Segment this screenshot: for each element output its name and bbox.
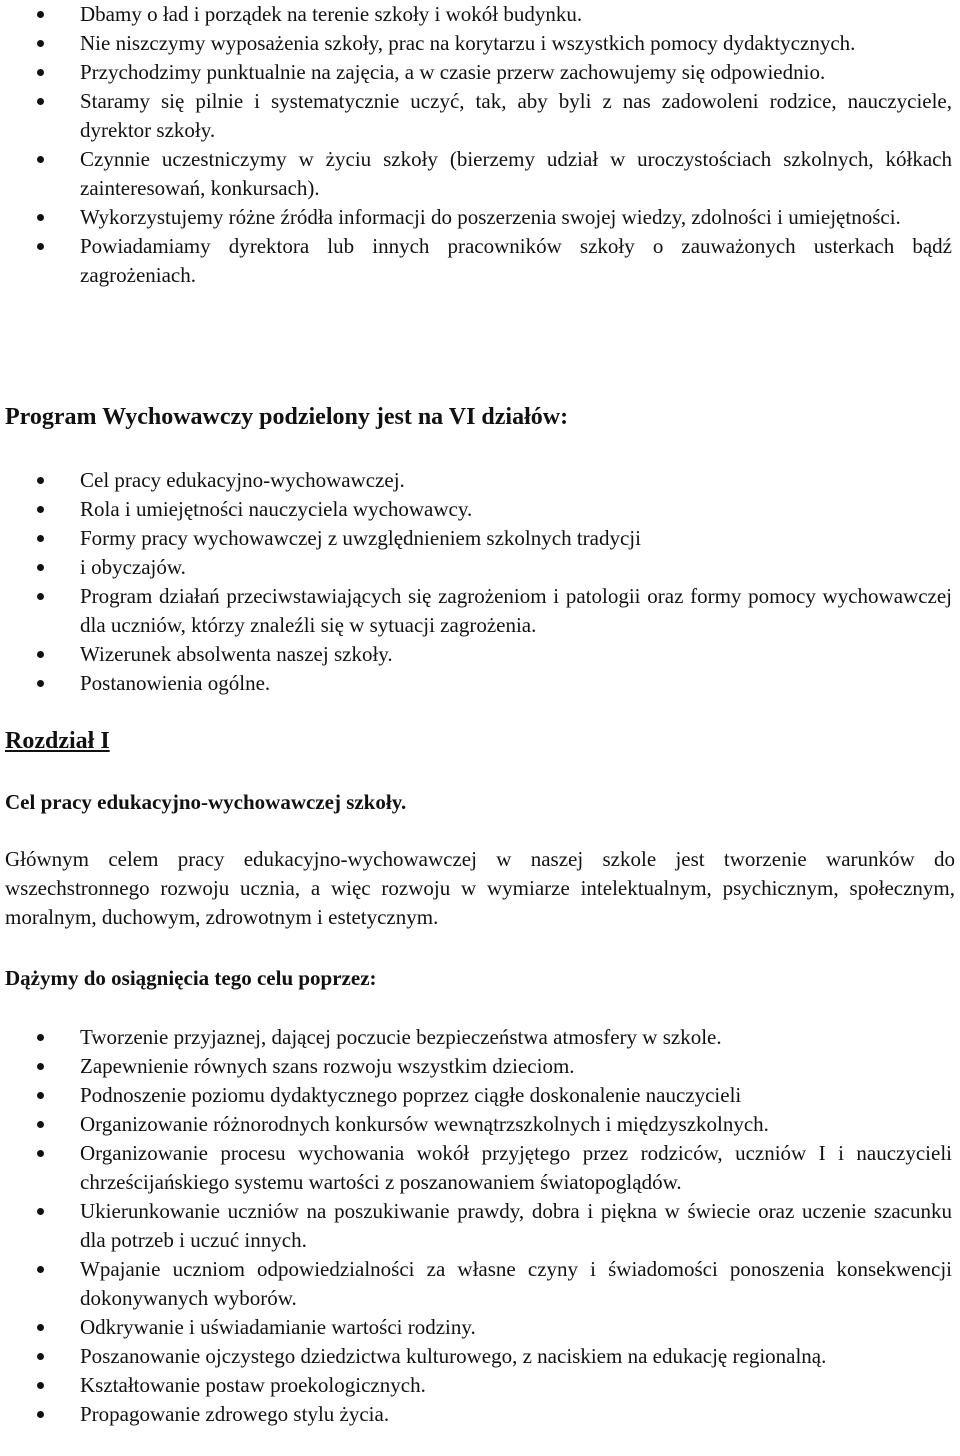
list-item: Ukierunkowanie uczniów na poszukiwanie prawdy, dobra i piękna w świecie oraz uczenie szacunku dla potrzeb i uczuć innych.	[0, 1197, 956, 1255]
list-item: Przychodzimy punktualnie na zajęcia, a w czasie przerw zachowujemy się odpowiednio.	[0, 58, 956, 87]
list-item: Organizowanie różnorodnych konkursów wewnątrzszkolnych i międzyszkolnych.	[0, 1110, 956, 1139]
bullet-icon	[37, 1324, 44, 1331]
bullet-icon	[37, 1063, 44, 1070]
bullet-icon	[37, 243, 44, 250]
list-item: Wykorzystujemy różne źródła informacji do poszerzenia swojej wiedzy, zdolności i umiejętności.	[0, 203, 956, 232]
bullet-icon	[37, 535, 44, 542]
bullet-icon	[37, 1121, 44, 1128]
bullet-icon	[37, 69, 44, 76]
list-item: Powiadamiamy dyrektora lub innych pracowników szkoły o zauważonych usterkach bądź zagrożeniach.	[0, 232, 956, 290]
bullet-icon	[37, 506, 44, 513]
list-item: Podnoszenie poziomu dydaktycznego poprzez ciągłe doskonalenie nauczycieli	[0, 1081, 956, 1110]
list-item: Nie niszczymy wyposażenia szkoły, prac na korytarzu i wszystkich pomocy dydaktycznych.	[0, 29, 956, 58]
chapter-heading: Rozdział I	[5, 728, 110, 754]
bullet-icon	[37, 593, 44, 600]
list-item: Cel pracy edukacyjno-wychowawczej.	[0, 466, 956, 495]
list-item: Odkrywanie i uświadamianie wartości rodziny.	[0, 1313, 956, 1342]
bullet-icon	[37, 1266, 44, 1273]
bullet-icon	[37, 156, 44, 163]
list-item: Propagowanie zdrowego stylu życia.	[0, 1400, 956, 1429]
list-item: Staramy się pilnie i systematycznie uczyć, tak, aby byli z nas zadowoleni rodzice, nauczyciele, dyrektor szkoły.	[0, 87, 956, 145]
bullet-icon	[37, 214, 44, 221]
list-item: Czynnie uczestniczymy w życiu szkoły (bierzemy udział w uroczystościach szkolnych, kółkach zainteresowań, konkursach).	[0, 145, 956, 203]
bullet-icon	[37, 1092, 44, 1099]
list-item: Tworzenie przyjaznej, dającej poczucie bezpieczeństwa atmosfery w szkole.	[0, 1023, 956, 1052]
list-item: Organizowanie procesu wychowania wokół przyjętego przez rodziców, uczniów I i nauczycieli chrześcijańskiego systemu wartości z poszanowaniem światopoglądów.	[0, 1139, 956, 1197]
list-item: Postanowienia ogólne.	[0, 669, 956, 698]
list-item: Poszanowanie ojczystego dziedzictwa kulturowego, z naciskiem na edukację regionalną.	[0, 1342, 956, 1371]
goals-list	[0, 1023, 956, 1429]
bullet-icon	[37, 680, 44, 687]
bullet-icon	[37, 1208, 44, 1215]
goals-heading: Dążymy do osiągnięcia tego celu poprzez:	[5, 966, 377, 990]
program-heading: Program Wychowawczy podzielony jest na VI działów:	[5, 404, 569, 430]
list-item: Wizerunek absolwenta naszej szkoły.	[0, 640, 956, 669]
bullet-icon	[37, 98, 44, 105]
bullet-icon	[37, 564, 44, 571]
program-sections-list	[0, 466, 956, 698]
bullet-icon	[37, 1353, 44, 1360]
bullet-icon	[37, 477, 44, 484]
bullet-icon	[37, 1150, 44, 1157]
bullet-icon	[37, 11, 44, 18]
chapter-paragraph: Głównym celem pracy edukacyjno-wychowawczej w naszej szkole jest tworzenie warunków do wszechstronnego rozwoju ucznia, a więc rozwoju w wymiarze intelektualnym, psychicznym, społecznym, moralnym, duchowym, zdrowotnym i estetycznym.	[5, 847, 955, 929]
list-item: Formy pracy wychowawczej z uwzględnieniem szkolnych tradycji	[0, 524, 956, 553]
list-item: Program działań przeciwstawiających się zagrożeniom i patologii oraz formy pomocy wychowawczej dla uczniów, którzy znaleźli się w sytuacji zagrożenia.	[0, 582, 956, 640]
list-item: Zapewnienie równych szans rozwoju wszystkim dzieciom.	[0, 1052, 956, 1081]
bullet-icon	[37, 1411, 44, 1418]
list-item: Wpajanie uczniom odpowiedzialności za własne czyny i świadomości ponoszenia konsekwencji dokonywanych wyborów.	[0, 1255, 956, 1313]
list-item: Dbamy o ład i porządek na terenie szkoły i wokół budynku.	[0, 0, 956, 29]
bullet-icon	[37, 651, 44, 658]
chapter-subheading: Cel pracy edukacyjno-wychowawczej szkoły.	[5, 790, 407, 814]
bullet-icon	[37, 40, 44, 47]
bullet-icon	[37, 1382, 44, 1389]
list-item: Rola i umiejętności nauczyciela wychowawcy.	[0, 495, 956, 524]
list-item: i obyczajów.	[0, 553, 956, 582]
list-item: Kształtowanie postaw proekologicznych.	[0, 1371, 956, 1400]
rules-list	[0, 0, 956, 290]
bullet-icon	[37, 1034, 44, 1041]
